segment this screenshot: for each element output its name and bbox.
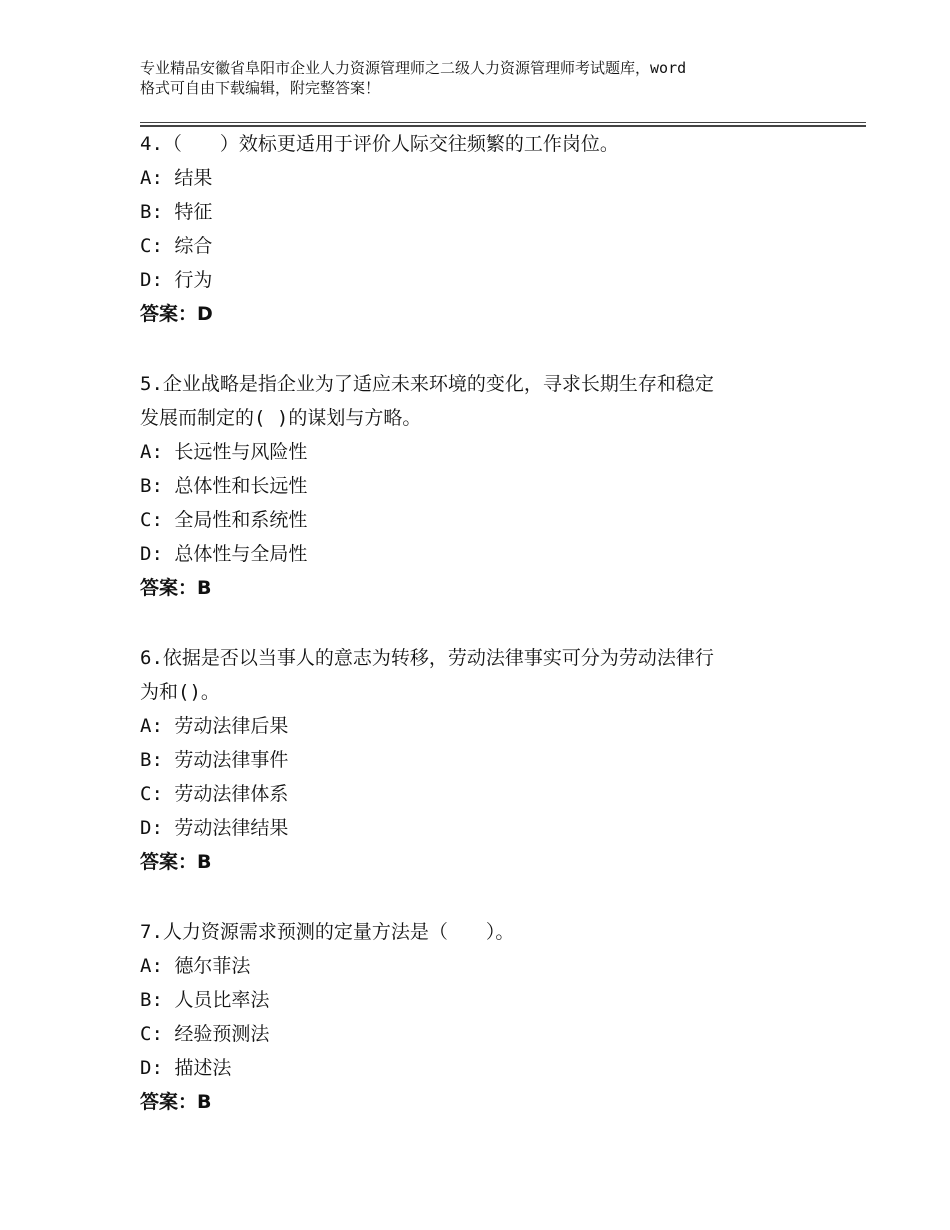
answer-label: 答案：B xyxy=(140,851,212,873)
question-spacer xyxy=(140,331,820,367)
option-a: A: 结果 xyxy=(140,167,213,189)
option-d: D: 总体性与全局性 xyxy=(140,543,308,565)
question-5 xyxy=(140,367,820,605)
option-d: D: 劳动法律结果 xyxy=(140,817,289,839)
option-c: C: 劳动法律体系 xyxy=(140,783,289,805)
question-stem: 4.（ ）效标更适用于评价人际交往频繁的工作岗位。 xyxy=(140,133,619,155)
question-spacer xyxy=(140,605,820,641)
header-title-line-1: 专业精品安徽省阜阳市企业人力资源管理师之二级人力资源管理师考试题库，word xyxy=(140,59,687,77)
answer-label: 答案：B xyxy=(140,1091,212,1113)
option-a: A: 长远性与风险性 xyxy=(140,441,308,463)
option-a: A: 劳动法律后果 xyxy=(140,715,289,737)
question-stem: 6.依据是否以当事人的意志为转移，劳动法律事实可分为劳动法律行 xyxy=(140,647,714,669)
question-4 xyxy=(140,127,820,331)
option-c: C: 经验预测法 xyxy=(140,1023,270,1045)
document-header xyxy=(140,58,840,98)
option-d: D: 行为 xyxy=(140,269,213,291)
question-stem: 5.企业战略是指企业为了适应未来环境的变化，寻求长期生存和稳定 xyxy=(140,373,714,395)
option-c: C: 全局性和系统性 xyxy=(140,509,308,531)
answer-label: 答案：B xyxy=(140,577,212,599)
option-a: A: 德尔菲法 xyxy=(140,955,251,977)
question-stem-continued: 为和()。 xyxy=(140,681,220,703)
header-divider-thin xyxy=(140,122,866,123)
question-6 xyxy=(140,641,820,879)
question-7 xyxy=(140,915,820,1119)
question-stem-continued: 发展而制定的( )的谋划与方略。 xyxy=(140,407,422,429)
question-spacer xyxy=(140,879,820,915)
answer-label: 答案：D xyxy=(140,303,213,325)
question-list xyxy=(140,127,820,1119)
header-title-line-2: 格式可自由下载编辑，附完整答案！ xyxy=(140,79,381,97)
option-c: C: 综合 xyxy=(140,235,213,257)
option-b: B: 人员比率法 xyxy=(140,989,270,1011)
option-b: B: 特征 xyxy=(140,201,213,223)
option-b: B: 劳动法律事件 xyxy=(140,749,289,771)
question-stem: 7.人力资源需求预测的定量方法是（ ）。 xyxy=(140,921,515,943)
option-b: B: 总体性和长远性 xyxy=(140,475,308,497)
option-d: D: 描述法 xyxy=(140,1057,232,1079)
